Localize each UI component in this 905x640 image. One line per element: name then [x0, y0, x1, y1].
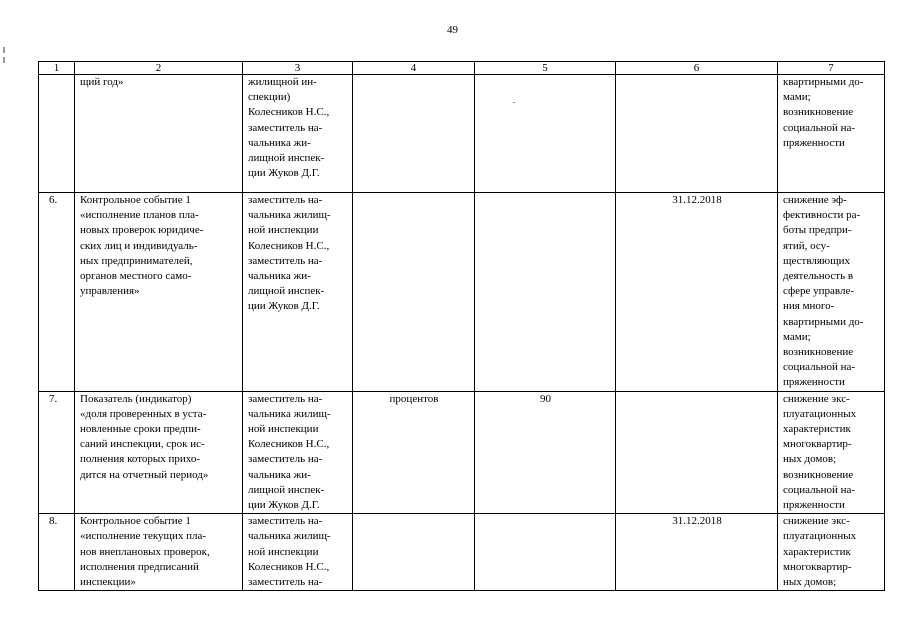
cell-line: социальной на- — [783, 361, 856, 374]
cell-line: Контрольное событие 1 — [80, 515, 191, 528]
cell-line: Показатель (индикатор) — [80, 392, 192, 405]
cell-line: пряженности — [783, 499, 845, 512]
cell-line: лищной инспек- — [248, 285, 325, 298]
cell-line: управления» — [80, 285, 140, 298]
cell-line: заместитель на- — [248, 576, 323, 589]
cell-line: дится на отчетный период» — [80, 468, 209, 481]
cell-line: ции Жуков Д.Г. — [248, 300, 320, 313]
cell-line: чальника жилищ- — [248, 530, 331, 543]
cell-line: характеристик — [783, 423, 851, 436]
event-name-cell — [75, 514, 243, 591]
plan-table — [38, 61, 885, 591]
cell-line: ществляющих — [783, 254, 850, 267]
date-cell — [616, 75, 778, 193]
value-cell — [475, 193, 616, 392]
cell-line: «исполнение планов пла- — [80, 209, 199, 222]
cell-line: заместитель на- — [248, 392, 323, 405]
cell-line: ной инспекции — [248, 224, 319, 237]
table-row — [39, 75, 885, 193]
cell-line: инспекции» — [80, 576, 136, 589]
cell-line: ятий, осу- — [783, 239, 830, 252]
cell-line: заместитель на- — [248, 254, 323, 267]
cell-line: ния много- — [783, 300, 835, 313]
scan-margin-mark — [3, 47, 5, 53]
cell-line: деятельность в — [783, 270, 854, 283]
cell-line: снижение эф- — [783, 194, 847, 206]
cell-line: ной инспекции — [248, 423, 319, 436]
value-cell — [475, 75, 616, 193]
cell-line: ных домов; — [783, 453, 837, 466]
responsible-cell — [243, 193, 353, 392]
unit-cell — [353, 514, 475, 591]
cell-line: ции Жуков Д.Г. — [248, 167, 320, 180]
cell-line: лищной инспек- — [248, 483, 325, 496]
cell-line: ных домов; — [783, 576, 837, 589]
cell-line: характеристик — [783, 545, 851, 558]
cell-line: чальника жи- — [248, 136, 311, 149]
cell-line: чальника жи- — [248, 270, 311, 283]
cell-line: новленные сроки предпи- — [80, 423, 201, 436]
cell-line: возникновение — [783, 346, 854, 359]
cell-line: органов местного само- — [80, 270, 192, 283]
cell-line: чальника жи- — [248, 468, 311, 481]
table-row — [39, 193, 885, 392]
cell-line: фективности ра- — [783, 209, 861, 222]
cell-line: нов внеплановых проверок, — [80, 545, 210, 558]
col-header-7: 7 — [778, 62, 885, 75]
scan-margin-mark — [3, 57, 5, 63]
cell-line: исполнения предписаний — [80, 560, 199, 573]
cell-line: Колесников Н.С., — [248, 239, 330, 252]
cell-line: заместитель на- — [248, 121, 323, 134]
cell-line: возникновение — [783, 468, 854, 481]
cell-line: чальника жилищ- — [248, 209, 331, 222]
unit-cell — [353, 75, 475, 193]
cell-line: Контрольное событие 1 — [80, 194, 191, 206]
cell-line: пряженности — [783, 136, 845, 149]
cell-line: новых проверок юридиче- — [80, 224, 204, 237]
cell-line: плуатационных — [783, 407, 857, 420]
col-header-2: 2 — [75, 62, 243, 75]
cell-line: снижение экс- — [783, 392, 850, 405]
risk-cell — [778, 514, 885, 591]
header-row — [39, 62, 885, 75]
event-name-cell — [75, 391, 243, 514]
cell-line: квартирными до- — [783, 315, 864, 328]
cell-line: ских лиц и индивидуаль- — [80, 239, 198, 252]
responsible-cell — [243, 514, 353, 591]
cell-line: щий год» — [80, 76, 124, 88]
cell-line: жилищной ин- — [248, 76, 317, 88]
table-row — [39, 514, 885, 591]
cell-line: ции Жуков Д.Г. — [248, 499, 320, 512]
col-header-3: 3 — [243, 62, 353, 75]
cell-line: социальной на- — [783, 121, 856, 134]
cell-line: квартирными до- — [783, 76, 864, 88]
cell-line: многоквартир- — [783, 560, 852, 573]
cell-line: полнения которых прихо- — [80, 453, 201, 466]
cell-line: Колесников Н.С., — [248, 106, 330, 119]
value-cell — [475, 514, 616, 591]
date-cell — [616, 391, 778, 514]
cell-line: Колесников Н.С., — [248, 560, 330, 573]
event-name-cell — [75, 193, 243, 392]
cell-line: Колесников Н.С., — [248, 438, 330, 451]
cell-line: мами; — [783, 91, 811, 104]
cell-line: пряженности — [783, 376, 845, 389]
event-name-cell — [75, 75, 243, 193]
cell-line: «доля проверенных в уста- — [80, 407, 207, 420]
cell-line: возникновение — [783, 106, 854, 119]
cell-line: плуатационных — [783, 530, 857, 543]
col-header-4: 4 — [353, 62, 475, 75]
risk-cell — [778, 391, 885, 514]
date-cell: 31.12.2018 — [616, 193, 778, 392]
cell-line: заместитель на- — [248, 194, 323, 206]
responsible-cell — [243, 391, 353, 514]
cell-line: спекции) — [248, 91, 291, 104]
row-number-cell: 8. — [39, 514, 75, 591]
col-header-6: 6 — [616, 62, 778, 75]
cell-line: заместитель на- — [248, 453, 323, 466]
cell-line: «исполнение текущих пла- — [80, 530, 207, 543]
risk-cell — [778, 193, 885, 392]
row-number-cell: 6. — [39, 193, 75, 392]
cell-line: заместитель на- — [248, 515, 323, 528]
cell-line: социальной на- — [783, 483, 856, 496]
unit-cell: процентов — [353, 391, 475, 514]
table-row — [39, 391, 885, 514]
cell-line: ных предпринимателей, — [80, 254, 193, 267]
cell-line: саний инспекции, срок ис- — [80, 438, 205, 451]
cell-line: сфере управле- — [783, 285, 855, 298]
cell-line: лищной инспек- — [248, 152, 325, 165]
risk-cell — [778, 75, 885, 193]
col-header-5: 5 — [475, 62, 616, 75]
cell-line: многоквартир- — [783, 438, 852, 451]
date-cell: 31.12.2018 — [616, 514, 778, 591]
col-header-1: 1 — [39, 62, 75, 75]
cell-line: чальника жилищ- — [248, 407, 331, 420]
cell-line: снижение экс- — [783, 515, 850, 528]
cell-line: ной инспекции — [248, 545, 319, 558]
row-number-cell — [39, 75, 75, 193]
unit-cell — [353, 193, 475, 392]
value-cell: 90 — [475, 391, 616, 514]
cell-line: мами; — [783, 330, 811, 343]
responsible-cell — [243, 75, 353, 193]
row-number-cell: 7. — [39, 391, 75, 514]
page-number: 49 — [447, 24, 458, 36]
cell-line: боты предпри- — [783, 224, 852, 237]
